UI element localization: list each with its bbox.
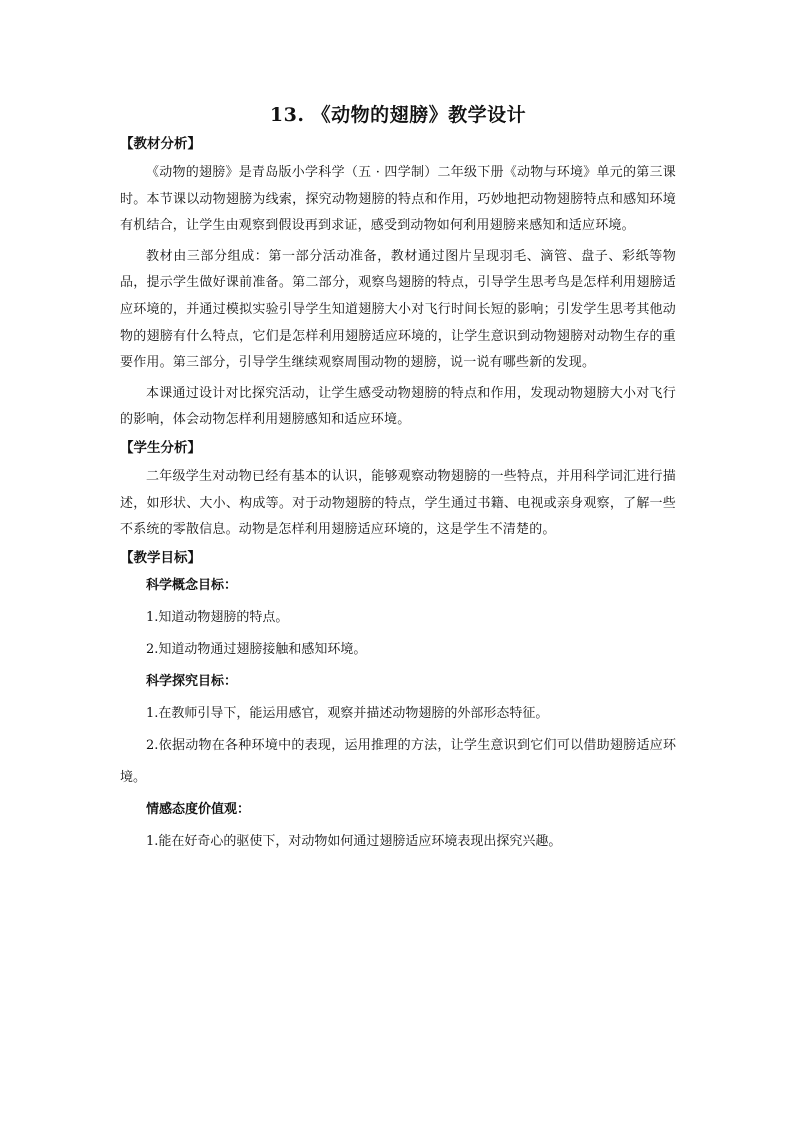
paragraph: 教材由三部分组成：第一部分活动准备，教材通过图片呈现羽毛、滴管、盘子、彩纸等物品，提示学生做好课前准备。第二部分，观察鸟翅膀的特点，引导学生思考鸟是怎样利用翅膀适应环境的，并通过模拟实验引导学生知道翅膀大小对飞行时间长短的影响；引发学生思考其他动物的翅膀有什么特点，它们是怎样利用翅膀适应环境的，让学生意识到动物翅膀对动物生存的重要作用。第三部分，引导学生继续观察周围动物的翅膀，说一说有哪些新的发现。 [120,248,676,371]
section-textbook-analysis [120,132,676,434]
goal-group-concept [120,570,676,666]
section-student-analysis [120,436,676,544]
goal-group-attitude [120,794,676,858]
document-page [120,102,676,858]
section-heading: 【学生分析】 [120,439,201,456]
goal-group-label: 科学概念目标： [146,577,238,593]
goal-item: 1.知道动物翅膀的特点。 [146,609,289,625]
section-teaching-goals [120,546,676,858]
section-heading: 【教学目标】 [120,549,201,566]
goal-item: 2.知道动物通过翅膀接触和感知环境。 [146,641,367,657]
goal-item: 1.能在好奇心的驱使下，对动物如何通过翅膀适应环境表现出探究兴趣。 [146,833,562,849]
goal-group-label: 情感态度价值观： [146,801,251,817]
goal-item: 1.在教师引导下，能运用感官，观察并描述动物翅膀的外部形态特征。 [146,705,549,721]
goal-item: 2.依据动物在各种环境中的表现，运用推理的方法，让学生意识到它们可以借助翅膀适应环境。 [120,737,676,785]
section-heading: 【教材分析】 [120,136,201,152]
goal-group-inquiry [120,666,676,794]
paragraph: 本课通过设计对比探究活动，让学生感受动物翅膀的特点和作用，发现动物翅膀大小对飞行的影响，体会动物怎样利用翅膀感知和适应环境。 [120,385,676,428]
paragraph: 《动物的翅膀》是青岛版小学科学（五 · 四学制）二年级下册《动物与环境》单元的第三课时。本节课以动物翅膀为线索，探究动物翅膀的特点和作用，巧妙地把动物翅膀特点和感知环境有机结合，让学生由观察到假设再到求证，感受到动物如何利用翅膀来感知和适应环境。 [120,165,676,234]
goal-group-label: 科学探究目标： [146,673,238,689]
document-title: 13. 《动物的翅膀》教学设计 [269,104,527,126]
paragraph: 二年级学生对动物已经有基本的认识，能够观察动物翅膀的一些特点，并用科学词汇进行描述，如形状、大小、构成等。对于动物翅膀的特点，学生通过书籍、电视或亲身观察，了解一些不系统的零散信息。动物是怎样利用翅膀适应环境的，这是学生不清楚的。 [120,468,676,538]
